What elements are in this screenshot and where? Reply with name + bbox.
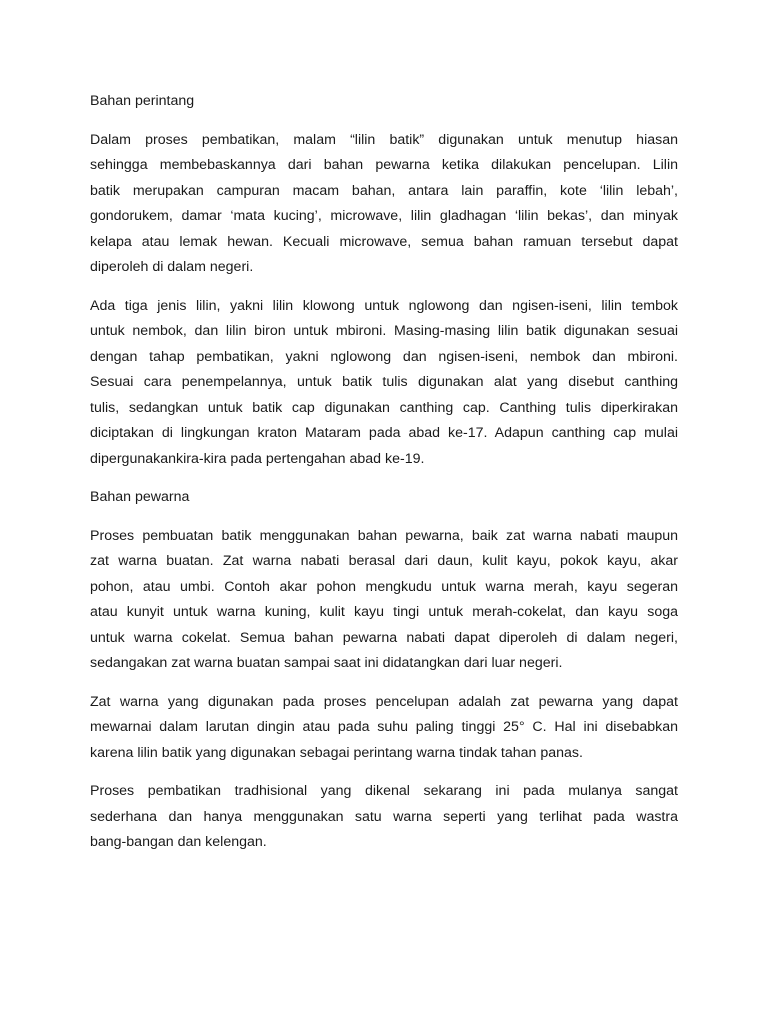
- text-line: karena lilin batik yang digunakan sebagai perintang warna tindak tahan panas.: [90, 744, 583, 761]
- text-line: untuk warna cokelat. Semua bahan pewarna nabati dapat diperoleh di dalam negeri,: [90, 629, 678, 646]
- text-line: sehingga membebaskannya dari bahan pewarna ketika dilakukan pencelupan. Lilin: [90, 157, 678, 173]
- document-body: [90, 89, 678, 869]
- text-line: untuk nembok, dan lilin biron untuk mbironi. Masing-masing lilin batik digunakan sesuai: [90, 323, 678, 339]
- section-heading-bahan-perintang: Bahan perintang: [90, 93, 195, 109]
- paragraph-jenis-lilin: [90, 294, 678, 473]
- text-line: zat warna buatan. Zat warna nabati berasal dari daun, kulit kayu, pokok kayu, akar: [90, 553, 678, 569]
- text-line: tulis, sedangkan untuk batik cap digunakan canthing cap. Canthing tulis diperkirakan: [90, 399, 678, 416]
- text-line: sedangakan zat warna buatan sampai saat ini didatangkan dari luar negeri.: [90, 655, 563, 671]
- text-line: Zat warna yang digunakan pada proses pencelupan adalah zat pewarna yang dapat: [90, 693, 678, 710]
- text-line: diperoleh di dalam negeri.: [90, 259, 254, 275]
- text-line: Sesuai cara penempelannya, untuk batik tulis digunakan alat yang disebut canthing: [90, 374, 678, 390]
- text-line: kelapa atau lemak hewan. Kecuali microwave, semua bahan ramuan tersebut dapat: [90, 233, 678, 250]
- text-line: Ada tiga jenis lilin, yakni lilin klowong untuk nglowong dan ngisen-iseni, lilin tembok: [90, 297, 678, 314]
- text-line: sederhana dan hanya menggunakan satu warna seperti yang terlihat pada wastra: [90, 808, 678, 825]
- section-heading-bahan-pewarna: Bahan pewarna: [90, 489, 190, 505]
- text-line: Proses pembuatan batik menggunakan bahan pewarna, baik zat warna nabati maupun: [90, 527, 678, 544]
- text-line: diciptakan di lingkungan kraton Mataram pada abad ke-17. Adapun canthing cap mulai: [90, 425, 678, 441]
- text-line: bang-bangan dan kelengan.: [90, 834, 267, 850]
- text-line: Dalam proses pembatikan, malam “lilin batik” digunakan untuk menutup hiasan: [90, 131, 678, 148]
- text-line: pohon, atau umbi. Contoh akar pohon mengkudu untuk warna merah, kayu segeran: [90, 578, 678, 595]
- text-line: gondorukem, damar ‘mata kucing’, microwave, lilin gladhagan ‘lilin bekas’, dan minyak: [90, 208, 678, 224]
- text-line: Proses pembatikan tradhisional yang dikenal sekarang ini pada mulanya sangat: [90, 783, 678, 799]
- text-line: dengan tahap pembatikan, yakni nglowong dan ngisen-iseni, nembok dan mbironi.: [90, 348, 678, 365]
- text-line: mewarnai dalam larutan dingin atau pada suhu paling tinggi 25° C. Hal ini disebabkan: [90, 719, 678, 735]
- paragraph-proses-tradhisional: [90, 779, 678, 856]
- paragraph-zat-warna: [90, 690, 678, 767]
- paragraph-proses-pembuatan: [90, 524, 678, 677]
- paragraph-lilin-batik: [90, 128, 678, 281]
- text-line: atau kunyit untuk warna kuning, kulit kayu tingi untuk merah-cokelat, dan kayu soga: [90, 604, 678, 620]
- text-line: dipergunakankira-kira pada pertengahan abad ke-19.: [90, 450, 425, 467]
- text-line: batik merupakan campuran macam bahan, antara lain paraffin, kote ‘lilin lebah’,: [90, 182, 678, 199]
